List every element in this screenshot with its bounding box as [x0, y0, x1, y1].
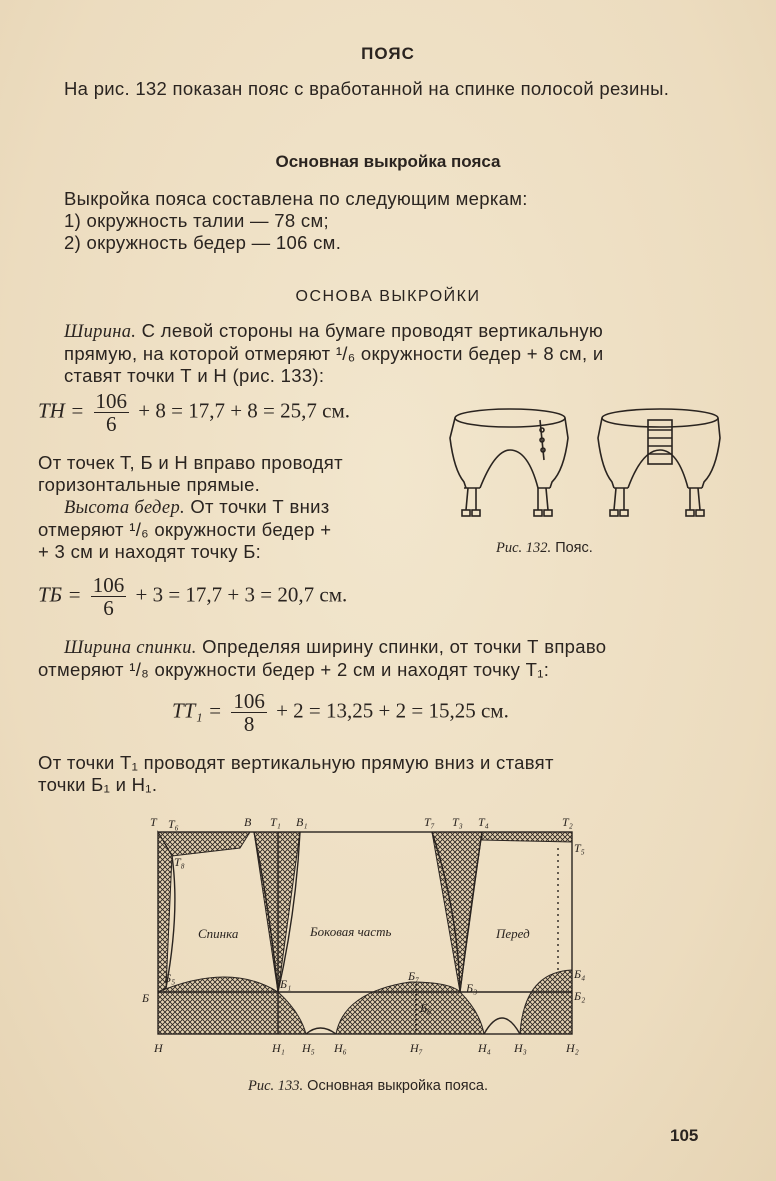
measure-item: 1) окружность талии — 78 см;: [64, 210, 329, 231]
label-N2: Н₂: [566, 1041, 579, 1055]
subheading: Основная выкройка пояса: [275, 152, 501, 171]
label-T4: Т₄: [478, 815, 489, 829]
label-B2: Б₂: [574, 989, 586, 1003]
label-N7: Н₇: [410, 1041, 423, 1055]
points-paragraph: От точек Т, Б и Н вправо проводят горизонтальные прямые.: [38, 452, 343, 495]
label-T6: Т₆: [168, 817, 179, 831]
figure-133-pattern: [140, 812, 600, 1062]
region-side: Боковая часть: [310, 924, 392, 939]
region-back: Спинка: [198, 926, 239, 941]
page-number: 105: [670, 1126, 699, 1145]
formula-tn: ТН = $\frac{106}{6}$ + 8 = 17,7 + 8 = 25,7 см.: [38, 389, 350, 436]
label-B5: Б₅: [164, 971, 176, 985]
label-B6: Б₆: [420, 1001, 432, 1015]
label-T8: Т₈: [174, 855, 185, 869]
label-N: Н: [154, 1041, 163, 1055]
label-B: Б: [142, 991, 150, 1005]
t1-paragraph: От точки Т₁ проводят вертикальную прямую вниз и ставят точки Б₁ и Н₁.: [38, 752, 554, 795]
figure-133-caption: Рис. 133. Основная выкройка пояса.: [247, 1078, 489, 1094]
measures-intro: Выкройка пояса составлена по следующим меркам:: [64, 188, 528, 209]
measure-item: 2) окружность бедер — 106 см.: [64, 232, 342, 253]
formula-tb: ТБ = $\frac{106}{6}$ + 3 = 17,7 + 3 = 20,7 см.: [38, 573, 348, 620]
label-N1: Н₁: [272, 1041, 285, 1055]
figure-132-girdle: [440, 400, 730, 530]
formula-tt1: ТТ₁ = $\frac{106}{8}$ + 2 = 13,25 + 2 = 15,25 см.: [172, 689, 509, 736]
label-B7: Б₇: [408, 969, 420, 983]
intro-paragraph: На рис. 132 показан пояс с вработанной на спинке полосой резины.: [64, 78, 670, 99]
label-V: В: [244, 815, 252, 829]
label-N4: Н₄: [478, 1041, 491, 1055]
label-B3: Б₃: [466, 981, 478, 995]
label-B4: Б₄: [574, 967, 586, 981]
figure-132-caption: Рис. 132. Пояс.: [496, 540, 593, 556]
label-V1: В₁: [296, 815, 308, 829]
width-paragraph: Ширина. С левой стороны на бумаге проводят вертикальную прямую, на которой отмеряют ¹/₆ окружности бедер + 8 см, и ставят точки Т и Н (рис. 133):: [64, 320, 604, 386]
label-B1: Б₁: [280, 977, 292, 991]
label-N5: Н₅: [302, 1041, 315, 1055]
label-T: Т: [150, 815, 157, 829]
label-T5: Т₅: [574, 841, 585, 855]
hip-paragraph: Высота бедер. От точки Т вниз отмеряют ¹/₆ окружности бедер + + 3 см и находят точку Б:: [38, 496, 332, 562]
label-T3: Т₃: [452, 815, 463, 829]
caps-heading: ОСНОВА ВЫКРОЙКИ: [295, 288, 481, 305]
region-front: Перед: [496, 926, 530, 941]
label-T1: Т₁: [270, 815, 281, 829]
section-title: ПОЯС: [361, 44, 415, 63]
label-N6: Н₆: [334, 1041, 347, 1055]
term-width: Ширина.: [64, 322, 137, 342]
label-T2: Т₂: [562, 815, 573, 829]
label-N3: Н₃: [514, 1041, 527, 1055]
label-T7: Т₇: [424, 815, 435, 829]
back-width-paragraph: Ширина спинки. Определяя ширину спинки, от точки Т вправо отмеряют ¹/₈ окружности бедер + 2 см и находят точку Т₁:: [38, 636, 607, 680]
